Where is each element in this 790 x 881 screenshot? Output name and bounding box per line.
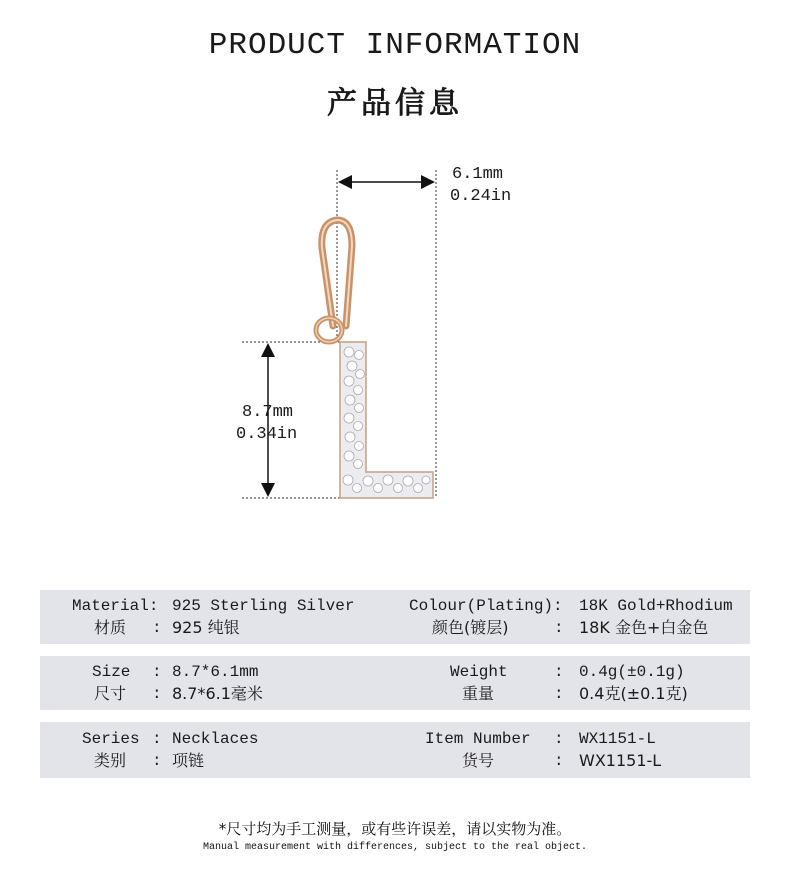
weight-colon-cn: : bbox=[554, 685, 564, 703]
colour-value: 18K Gold+Rhodium bbox=[579, 597, 733, 615]
weight-label: Weight bbox=[450, 663, 508, 681]
weight-colon: : bbox=[554, 663, 564, 681]
size-label-cn: 尺寸 bbox=[94, 684, 127, 703]
weight-label-cn: 重量 bbox=[462, 684, 495, 703]
weight-value: 0.4g(±0.1g) bbox=[579, 663, 685, 681]
width-mm-label: 6.1mm bbox=[452, 165, 504, 184]
colour-colon-cn: : bbox=[554, 619, 564, 637]
colour-value-cn: 18K 金色+白金色 bbox=[579, 618, 709, 637]
page-title-en: PRODUCT INFORMATION bbox=[208, 28, 582, 63]
height-in-label: 0.34in bbox=[236, 425, 298, 444]
size-value: 8.7*6.1mm bbox=[172, 663, 259, 681]
material-value-cn: 925 纯银 bbox=[172, 618, 240, 637]
weight-value-cn: 0.4克(±0.1克) bbox=[579, 684, 688, 703]
series-value: Necklaces bbox=[172, 730, 259, 748]
product-figure bbox=[0, 150, 790, 520]
material-colon-cn: : bbox=[152, 619, 162, 637]
series-label: Series bbox=[82, 730, 140, 748]
material-value: 925 Sterling Silver bbox=[172, 597, 355, 615]
size-label: Size bbox=[92, 663, 131, 681]
series-label-cn: 类别 bbox=[94, 751, 127, 770]
series-colon-cn: : bbox=[152, 752, 162, 770]
pendant-bail bbox=[316, 220, 352, 342]
spec-row-size bbox=[40, 656, 750, 710]
item-number-colon: : bbox=[554, 730, 564, 748]
item-number-value-cn: WX1151-L bbox=[579, 751, 662, 770]
height-mm-label: 8.7mm bbox=[242, 403, 294, 422]
colour-label-cn: 颜色(镀层) bbox=[432, 618, 509, 637]
spec-row-material bbox=[40, 590, 750, 644]
size-value-cn: 8.7*6.1毫米 bbox=[172, 684, 263, 703]
item-number-value: WX1151-L bbox=[579, 730, 656, 748]
width-arrow bbox=[338, 175, 435, 189]
size-colon: : bbox=[152, 663, 162, 681]
material-label: Material: bbox=[72, 597, 159, 615]
series-value-cn: 项链 bbox=[172, 751, 205, 770]
width-in-label: 0.24in bbox=[450, 187, 512, 206]
page-title-cn: 产品信息 bbox=[327, 86, 463, 121]
pendant-letter-l bbox=[340, 342, 433, 498]
size-colon-cn: : bbox=[152, 685, 162, 703]
series-colon: : bbox=[152, 730, 162, 748]
spec-row-series bbox=[40, 722, 750, 778]
colour-label: Colour(Plating): bbox=[409, 597, 563, 615]
material-label-cn: 材质 bbox=[94, 618, 127, 637]
item-number-label-cn: 货号 bbox=[462, 751, 495, 770]
item-number-colon-cn: : bbox=[554, 752, 564, 770]
disclaimer-cn: *尺寸均为手工测量，或有些许误差，请以实物为准。 bbox=[218, 820, 572, 838]
disclaimer-en: Manual measurement with differences, subject to the real object. bbox=[202, 842, 588, 853]
item-number-label: Item Number bbox=[425, 730, 531, 748]
